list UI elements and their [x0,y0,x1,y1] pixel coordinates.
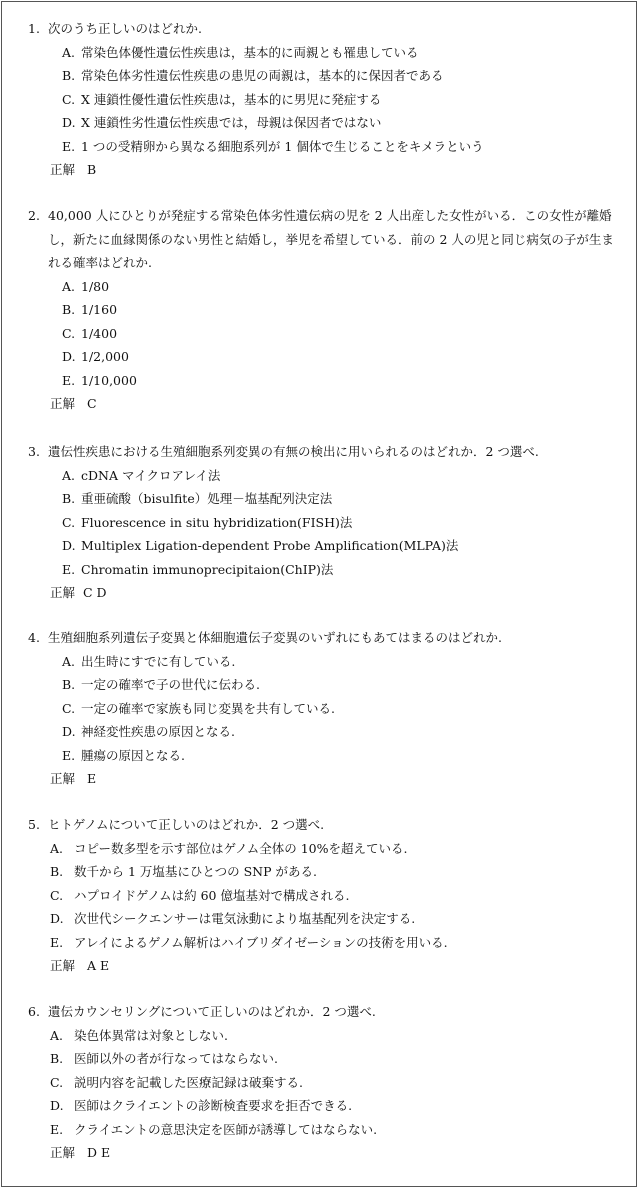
choice-label: C. [62,325,76,341]
question-text: ヒトゲノムについて正しいのはどれか．2 つ選べ. [48,817,325,832]
choice-label: D. [50,911,64,926]
choice-label: B. [62,68,76,83]
choice-text: クライエントの意思決定を医師が誘導してはならない. [74,1121,378,1137]
choice-label: B. [50,1051,64,1066]
question-stem [28,1000,623,1024]
choice-c [50,884,610,908]
choice-label: E. [62,561,76,577]
choice-text: アレイによるゲノム解析はハイブリダイゼーションの技術を用いる. [74,934,448,950]
choice-e [62,744,622,768]
answer-key: E [87,771,97,786]
question-text: 40,000 人にひとりが発症する常染色体劣性遺伝病の児を 2 人出産した女性がいる．この女性が離婚し，新たに血縁関係のない男性と結婚し，挙児を希望している．前の 2 人の児と同じ病気の子が生まれる確率はどれか. [48,208,614,270]
answer-line [50,581,107,605]
choice-text: 一定の確率で子の世代に伝わる. [81,677,260,692]
choice-d [50,907,610,931]
choice-text: 数千から 1 万塩基にひとつの SNP がある. [74,864,317,879]
choice-label: E. [62,138,76,154]
question-text: 遺伝カウンセリングについて正しいのはどれか．2 つ選べ. [48,1004,376,1019]
choice-text: X 連鎖性劣性遺伝性疾患では，母親は保因者ではない [81,115,382,130]
answer-key: A E [87,958,110,973]
choice-e [62,558,622,582]
choice-text: cDNA マイクロアレイ法 [81,467,221,483]
choice-a [62,275,622,299]
choice-a [50,837,610,861]
choice-text: 1 つの受精卵から異なる細胞系列が 1 個体で生じることをキメラという [81,138,484,154]
answer-line [50,392,97,416]
choice-a [62,41,622,65]
question-text: 次のうち正しいのはどれか. [48,21,202,36]
choice-a [62,464,622,488]
choice-label: D. [62,538,76,553]
choice-b [50,1047,610,1071]
choice-list [62,41,622,159]
question-number: 1. [28,21,40,36]
choice-label: D. [50,1098,64,1113]
question-stem [28,204,623,275]
choice-text: 1/2,000 [81,349,129,364]
choice-label: C. [62,514,76,530]
choice-text: 神経変性疾患の原因となる. [81,724,235,739]
choice-b [50,860,610,884]
question-number: 4. [28,630,40,645]
choice-label: C. [62,700,76,716]
answer-line [50,767,96,791]
choice-text: 一定の確率で家族も同じ変異を共有している. [81,700,335,716]
choice-text: 染色体異常は対象としない. [74,1027,228,1043]
choice-d [62,720,622,744]
answer-label: 正解 [50,771,76,786]
choice-label: E. [62,747,76,763]
choice-b [62,298,622,322]
question-number: 2. [28,208,40,223]
choice-label: C. [50,887,64,903]
choice-text: 1/10,000 [81,372,137,388]
choice-e [62,369,622,393]
choice-label: C. [50,1074,64,1090]
choice-b [62,673,622,697]
question-number: 5. [28,817,40,832]
choice-c [62,511,622,535]
choice-e [50,931,610,955]
answer-key: C D [83,585,107,600]
answer-line [50,158,96,182]
choice-text: コピー数多型を示す部位はゲノム全体の 10%を超えている. [74,840,408,856]
choice-b [62,487,622,511]
choice-text: Chromatin immunoprecipitaion(ChIP)法 [81,561,334,577]
choice-text: ハプロイドゲノムは約 60 億塩基対で構成される. [74,887,350,903]
choice-text: 説明内容を記載した医療記録は破棄する. [74,1074,303,1090]
choice-d [50,1094,610,1118]
choice-b [62,64,622,88]
choice-label: A. [62,278,76,294]
choice-text: 出生時にすでに有している. [81,653,236,669]
choice-label: A. [50,840,64,856]
choice-text: X 連鎖性優性遺伝性疾患は，基本的に男児に発症する [81,91,382,107]
choice-label: D. [62,349,76,364]
choice-e [62,135,622,159]
choice-text: 腫瘍の原因となる. [81,747,185,763]
choice-d [62,111,622,135]
choice-text: 医師はクライエントの診断検査要求を拒否できる. [74,1098,353,1113]
choice-list [50,837,610,955]
choice-text: Multiplex Ligation-dependent Probe Amplification(MLPA)法 [81,538,459,553]
choice-label: E. [62,372,76,388]
choice-c [50,1071,610,1095]
choice-d [62,534,622,558]
answer-key: B [87,162,97,177]
choice-c [62,322,622,346]
choice-label: A. [50,1027,64,1043]
choice-a [50,1024,610,1048]
choice-text: 重亜硫酸（bisulfite）処理－塩基配列決定法 [81,491,333,506]
choice-text: 1/160 [81,302,118,317]
answer-label: 正解 [50,585,76,600]
answer-label: 正解 [50,1145,76,1160]
question-text: 生殖細胞系列遺伝子変異と体細胞遺伝子変異のいずれにもあてはまるのはどれか. [48,630,502,645]
choice-text: 医師以外の者が行なってはならない. [74,1051,278,1066]
choice-label: B. [50,864,64,879]
choice-label: B. [62,491,76,506]
answer-line [50,1141,110,1165]
answer-key: C [87,396,97,411]
choice-a [62,650,622,674]
question-number: 3. [28,444,40,459]
choice-c [62,88,622,112]
answer-line [50,954,109,978]
choice-label: D. [62,115,76,130]
question-number: 6. [28,1004,40,1019]
choice-list [62,650,622,768]
answer-label: 正解 [50,396,76,411]
choice-text: 常染色体劣性遺伝性疾患の患児の両親は，基本的に保因者である [81,68,444,83]
choice-c [62,697,622,721]
question-stem [28,17,623,41]
choice-text: Fluorescence in situ hybridization(FISH)法 [81,514,353,530]
choice-label: E. [50,1121,64,1137]
choice-list [62,464,622,582]
question-stem [28,440,623,464]
choice-label: C. [62,91,76,107]
choice-label: B. [62,677,76,692]
question-stem [28,626,623,650]
question-text: 遺伝性疾患における生殖細胞系列変異の有無の検出に用いられるのはどれか．2 つ選べ. [48,444,539,459]
choice-list [62,275,622,393]
choice-text: 次世代シークエンサーは電気泳動により塩基配列を決定する. [74,911,416,926]
choice-label: A. [62,653,76,669]
choice-label: E. [50,934,64,950]
choice-text: 常染色体優性遺伝性疾患は，基本的に両親とも罹患している [81,44,419,60]
choice-label: D. [62,724,76,739]
choice-text: 1/400 [81,325,118,341]
choice-label: B. [62,302,76,317]
answer-label: 正解 [50,162,76,177]
choice-list [50,1024,610,1142]
choice-label: A. [62,44,76,60]
answer-label: 正解 [50,958,76,973]
choice-text: 1/80 [81,278,110,294]
choice-e [50,1118,610,1142]
answer-key: D E [87,1145,111,1160]
question-stem [28,813,623,837]
choice-label: A. [62,467,76,483]
choice-d [62,345,622,369]
